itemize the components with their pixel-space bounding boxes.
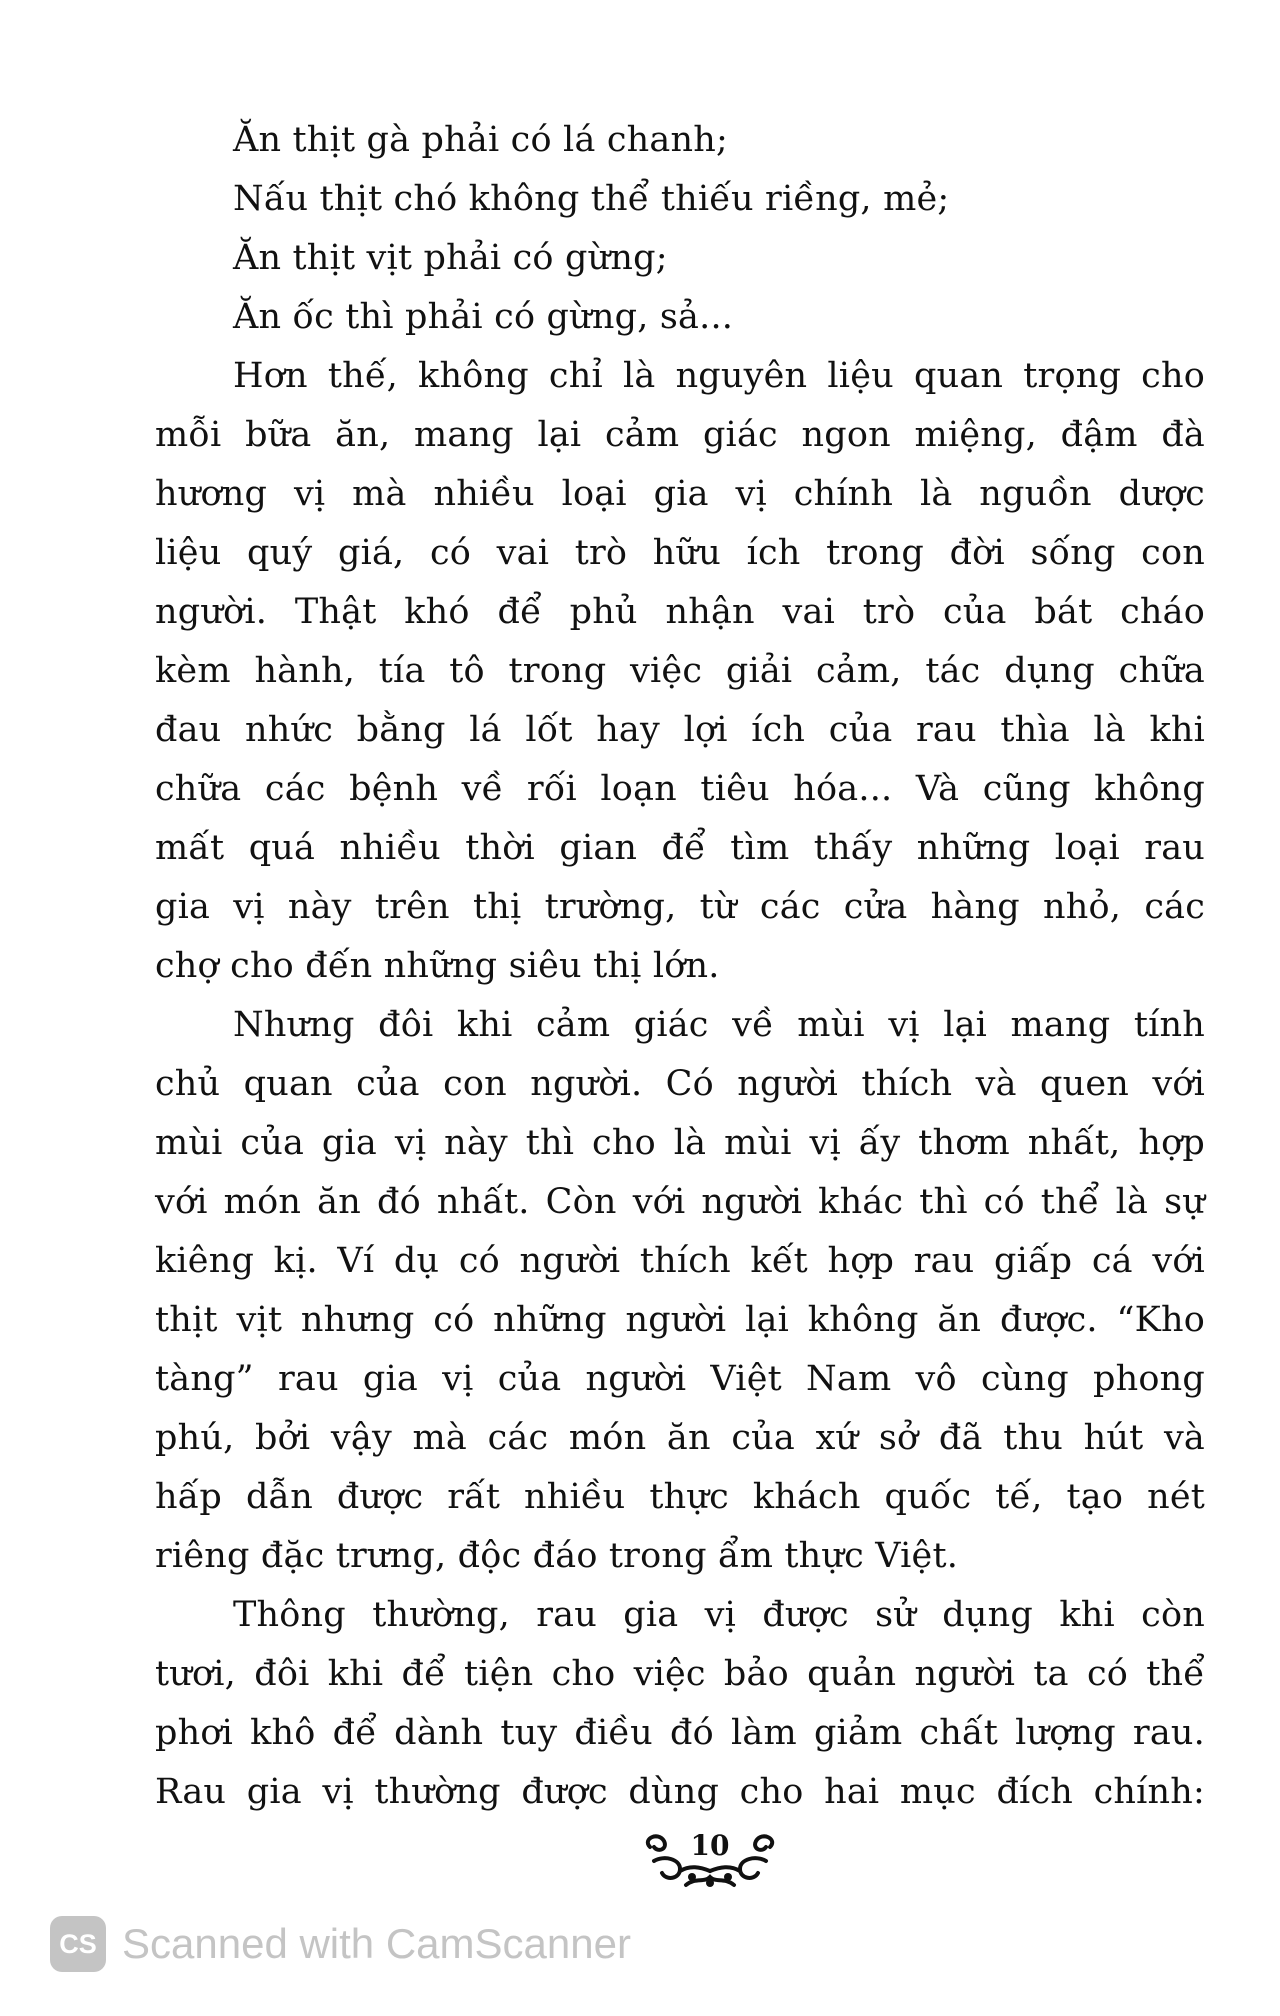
paragraph-line: chủ quan của con người. Có người thích và quen với [155, 1064, 1205, 1104]
paragraph-line: Nhưng đôi khi cảm giác về mùi vị lại mang tính [233, 1005, 1205, 1045]
paragraph-line: hương vị mà nhiều loại gia vị chính là nguồn dược [155, 474, 1205, 514]
paragraph-line: mất quá nhiều thời gian để tìm thấy những loại rau [155, 828, 1205, 868]
poem-line: Ăn thịt vịt phải có gừng; [233, 238, 668, 278]
paragraph-line: tàng” rau gia vị của người Việt Nam vô cùng phong [155, 1359, 1205, 1399]
logo-text: CS [59, 1928, 97, 1959]
poem-line: Nấu thịt chó không thể thiếu riềng, mẻ; [233, 179, 950, 219]
page-number-ornament [640, 1825, 780, 1895]
paragraph-line: mỗi bữa ăn, mang lại cảm giác ngon miệng, đậm đà [155, 415, 1205, 455]
paragraph-line: liệu quý giá, có vai trò hữu ích trong đời sống con [155, 533, 1205, 573]
paragraph-line: kiêng kị. Ví dụ có người thích kết hợp rau giấp cá với [155, 1241, 1205, 1281]
paragraph-line: đau nhức bằng lá lốt hay lợi ích của rau thìa là khi [155, 710, 1205, 750]
poem-line: Ăn thịt gà phải có lá chanh; [233, 120, 728, 160]
watermark-text: Scanned with CamScanner [122, 1920, 631, 1967]
paragraph-line: tươi, đôi khi để tiện cho việc bảo quản người ta có thể [155, 1654, 1205, 1694]
paragraph-line: người. Thật khó để phủ nhận vai trò của bát cháo [155, 592, 1205, 632]
paragraph-line: gia vị này trên thị trường, từ các cửa hàng nhỏ, các [155, 887, 1205, 927]
page-number: 10 [690, 1829, 730, 1862]
paragraph-line: thịt vịt nhưng có những người lại không ăn được. “Kho [155, 1300, 1205, 1340]
paragraph-line: Rau gia vị thường được dùng cho hai mục đích chính: [155, 1772, 1205, 1812]
paragraph-line: hấp dẫn được rất nhiều thực khách quốc tế, tạo nét [155, 1477, 1205, 1517]
paragraph-line: chữa các bệnh về rối loạn tiêu hóa... Và cũng không [155, 769, 1205, 809]
paragraph-line: phơi khô để dành tuy điều đó làm giảm chất lượng rau. [155, 1713, 1205, 1753]
paragraph-line: Hơn thế, không chỉ là nguyên liệu quan trọng cho [233, 356, 1205, 396]
paragraph-line: riêng đặc trưng, độc đáo trong ẩm thực Việt. [155, 1536, 959, 1576]
poem-line: Ăn ốc thì phải có gừng, sả... [233, 297, 734, 337]
paragraph-line: với món ăn đó nhất. Còn với người khác thì có thể là sự [155, 1182, 1205, 1222]
paragraph-line: chợ cho đến những siêu thị lớn. [155, 946, 720, 986]
camscanner-logo-icon [50, 1916, 106, 1972]
paragraph-line: Thông thường, rau gia vị được sử dụng khi còn [233, 1595, 1205, 1635]
paragraph-line: mùi của gia vị này thì cho là mùi vị ấy thơm nhất, hợp [155, 1123, 1205, 1163]
paragraph-line: phú, bởi vậy mà các món ăn của xứ sở đã thu hút và [155, 1418, 1205, 1458]
paragraph-line: kèm hành, tía tô trong việc giải cảm, tác dụng chữa [155, 651, 1205, 691]
scanner-watermark [50, 1914, 631, 1974]
